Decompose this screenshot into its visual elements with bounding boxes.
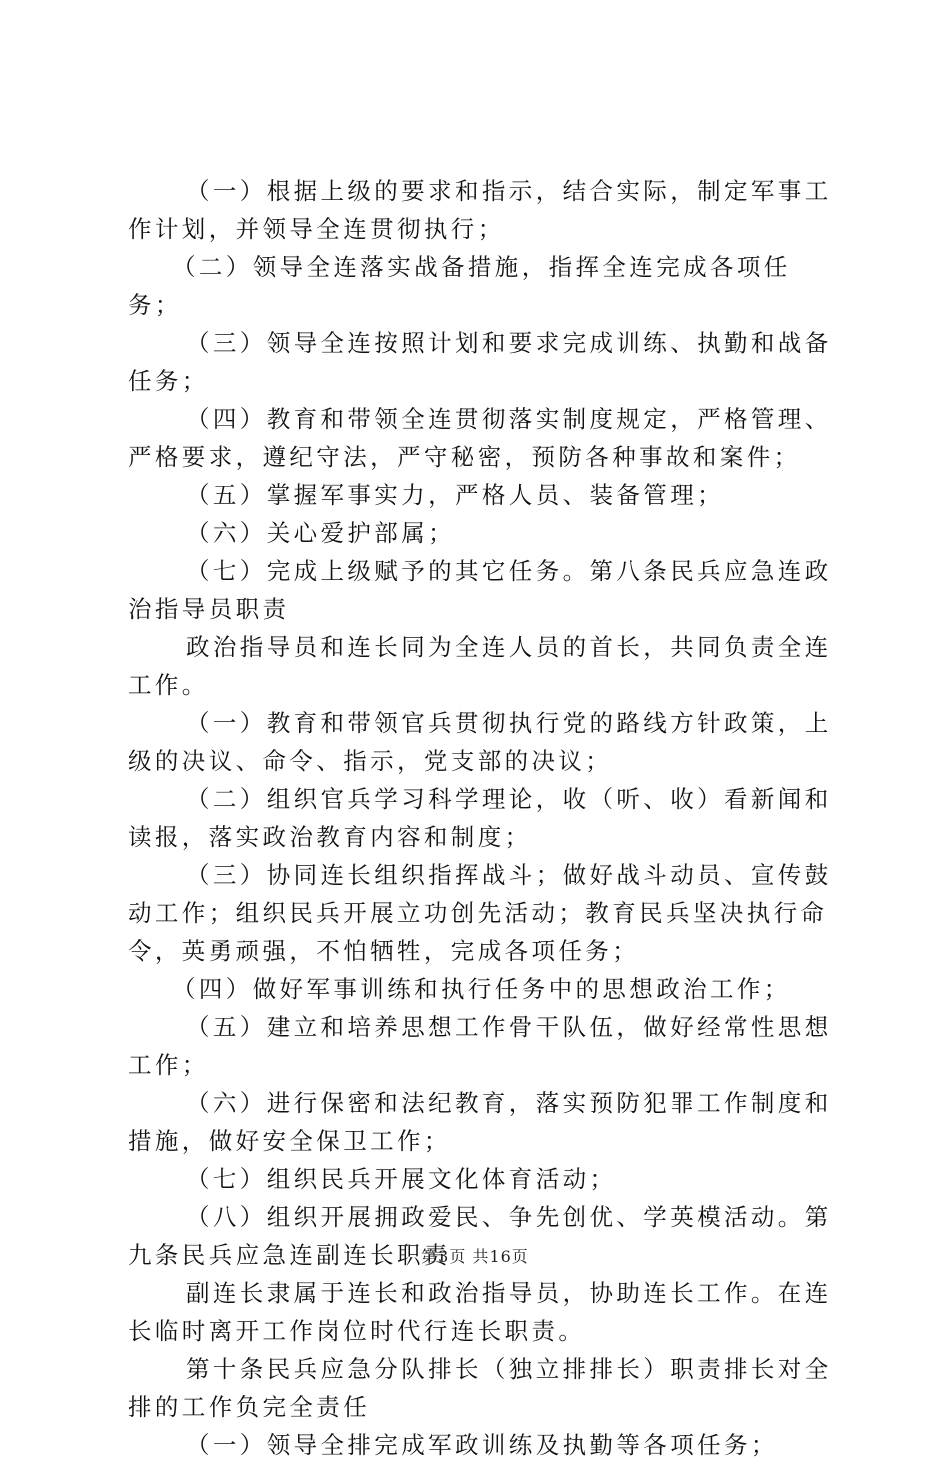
page-footer xyxy=(0,1244,950,1267)
paragraph-6: （六）关心爱护部属； xyxy=(186,519,455,547)
paragraph-1: （一）根据上级的要求和指示，结合实际，制定军事工作计划，并领导全连贯彻执行； xyxy=(128,177,832,243)
paragraph-7: （七）完成上级赋予的其它任务。第八条民兵应急连政治指导员职责 xyxy=(128,557,832,623)
document-body xyxy=(128,172,836,1464)
paragraph-12: （四）做好军事训练和执行任务中的思想政治工作； xyxy=(172,975,791,1003)
paragraph-8: 政治指导员和连长同为全连人员的首长，共同负责全连工作。 xyxy=(128,633,832,699)
page-number-label: 第3页 共16页 xyxy=(421,1247,529,1266)
paragraph-13: （五）建立和培养思想工作骨干队伍，做好经常性思想工作； xyxy=(128,1013,832,1079)
paragraph-15: （七）组织民兵开展文化体育活动； xyxy=(186,1165,617,1193)
paragraph-9: （一）教育和带领官兵贯彻执行党的路线方针政策，上级的决议、命令、指示，党支部的决议； xyxy=(128,709,832,775)
paragraph-5: （五）掌握军事实力，严格人员、装备管理； xyxy=(186,481,724,509)
paragraph-16: （八）组织开展拥政爱民、争先创优、学英模活动。第九条民兵应急连副连长职责 xyxy=(128,1203,832,1269)
paragraph-3: （三）领导全连按照计划和要求完成训练、执勤和战备任务； xyxy=(128,329,832,395)
paragraph-17: 副连长隶属于连长和政治指导员，协助连长工作。在连长临时离开工作岗位时代行连长职责。 xyxy=(128,1279,832,1345)
paragraph-19: （一）领导全排完成军政训练及执勤等各项任务； xyxy=(186,1431,778,1459)
paragraph-10: （二）组织官兵学习科学理论，收（听、收）看新闻和读报，落实政治教育内容和制度； xyxy=(128,785,832,851)
paragraph-2: （二）领导全连落实战备措施，指挥全连完成各项任务； xyxy=(128,253,791,319)
paragraph-11: （三）协同连长组织指挥战斗；做好战斗动员、宣传鼓动工作；组织民兵开展立功创先活动；教育民兵坚决执行命令，英勇顽强，不怕牺牲，完成各项任务； xyxy=(128,861,832,965)
paragraph-14: （六）进行保密和法纪教育，落实预防犯罪工作制度和措施，做好安全保卫工作； xyxy=(128,1089,832,1155)
paragraph-18: 第十条民兵应急分队排长（独立排排长）职责排长对全排的工作负完全责任 xyxy=(128,1355,832,1421)
paragraph-4: （四）教育和带领全连贯彻落实制度规定，严格管理、严格要求，遵纪守法，严守秘密，预防各种事故和案件； xyxy=(128,405,832,471)
